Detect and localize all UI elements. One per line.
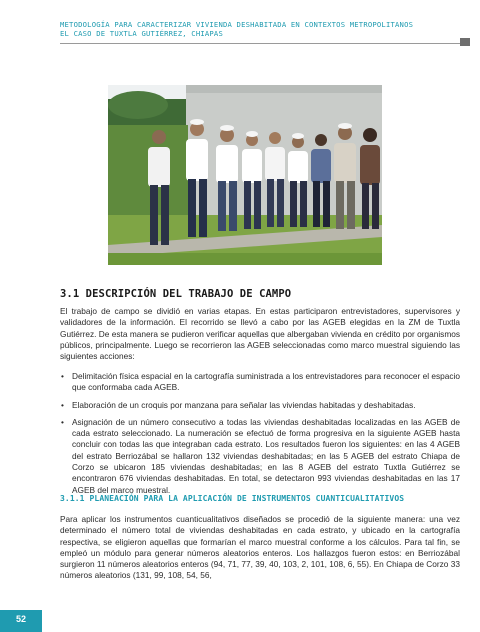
bullet-icon: • xyxy=(61,399,64,410)
section-intro-paragraph: El trabajo de campo se dividió en varias etapas. En estas participaron entrevistadores, supervisores y validadores de la información. El recorrido se llevó a cabo por las AGEB elegidas en la ZM de Tuxtla Gutiérrez. De esta manera se pudieron verificar aquellas que albergaban vivienda en crédito por organismos públicos, principalmente. Luego se recorrieron las AGEB seleccionadas como marco muestral siguiendo las siguientes acciones: xyxy=(60,306,460,362)
field-team-photo xyxy=(108,85,382,265)
page-number: 52 xyxy=(15,614,26,624)
list-item-text: Delimitación física espacial en la cartografía suministrada a los entrevistadores para reconocer el espacio que conformaba cada AGEB. xyxy=(72,371,460,393)
header-line-2: EL CASO DE TUXTLA GUTIÉRREZ, CHIAPAS xyxy=(60,29,223,38)
list-item xyxy=(60,417,460,496)
actions-list xyxy=(60,371,460,502)
list-item xyxy=(60,400,460,411)
list-item-text: Elaboración de un croquis por manzana para señalar las viviendas habitadas y deshabitadas. xyxy=(72,399,416,410)
header-line-1: METODOLOGÍA PARA CARACTERIZAR VIVIENDA DESHABITADA EN CONTEXTOS METROPOLITANOS xyxy=(60,20,414,29)
subsection-paragraph: Para aplicar los instrumentos cuanticualitativos diseñados se procedió de la siguiente manera: una vez determinado el número total de viviendas deshabitadas en cada estrato, y ubicado en la cartografía respectiva, se eligieron aquellas que formarían el marco muestral conforme a los cálculos. Para tal fin, se empleó un módulo para generar números aleatorios enteros. Los hallazgos fueron estos: en Berriozábal surgieron 11 números aleatorios enteros (94, 71, 77, 39, 40, 103, 2, 101, 108, 6, 55). En Chiapa de Corzo 33 números aleatorios (131, 99, 108, 54, 56, xyxy=(60,514,460,581)
subsection-heading: 3.1.1 PLANEACIÓN PARA LA APLICACIÓN DE INSTRUMENTOS CUANTICUALITATIVOS xyxy=(60,494,405,503)
section-heading: 3.1 DESCRIPCIÓN DEL TRABAJO DE CAMPO xyxy=(60,288,292,300)
list-item xyxy=(60,371,460,394)
header-rule xyxy=(60,43,465,44)
header-rule-marker xyxy=(460,38,470,46)
list-item-text: Asignación de un número consecutivo a todas las viviendas deshabitadas localizadas en las AGEB de cada estrato seleccionado. La numeración se efectuó de forma progresiva en la siguiente AGEB hasta concluir con todas las que integraban cada estrato. Los resultados fueron los siguientes: en las 4 AGEB del estrato Berriozábal se hallaron 132 viviendas deshabitadas; en las 5 AGEB del estrato Chiapa de Corzo se ubicaron 185 viviendas deshabitadas; en las 8 AGEB del estrato Tuxtla Gutiérrez se encontraron 676 viviendas deshabitadas. En total, se detectaron 993 viviendas deshabitadas en las 17 AGEB del marco muestral. xyxy=(72,416,460,495)
running-header xyxy=(60,20,460,38)
bullet-icon: • xyxy=(61,371,64,381)
bullet-icon: • xyxy=(61,416,64,427)
